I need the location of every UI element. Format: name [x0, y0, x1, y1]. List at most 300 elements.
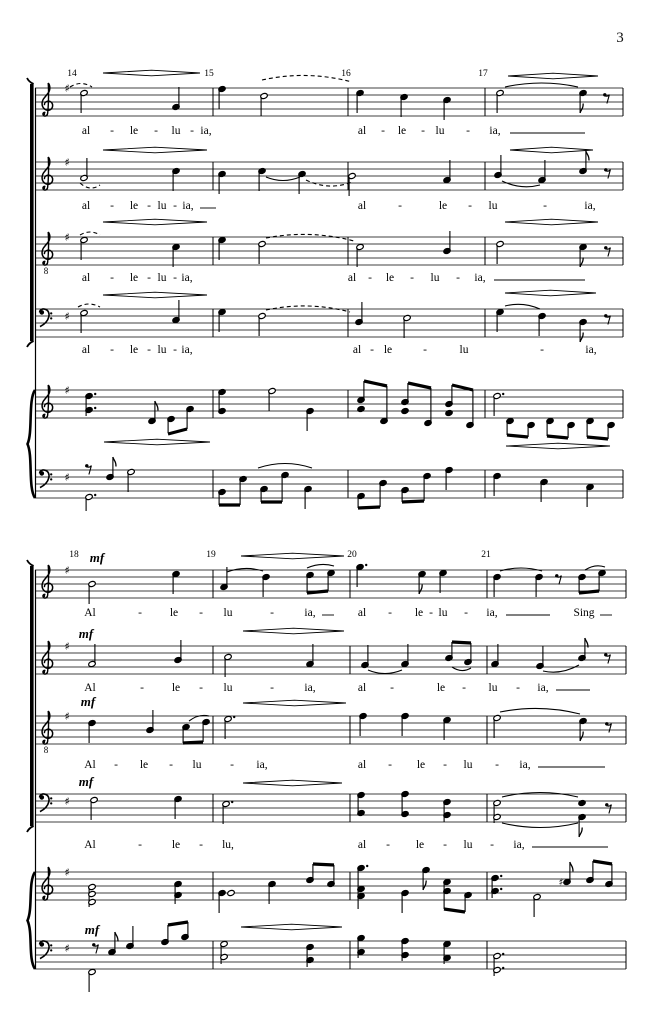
note — [268, 387, 276, 411]
key-signature-sharp: ♯ — [64, 470, 70, 484]
note — [148, 401, 158, 425]
note — [172, 570, 180, 594]
voice-bracket — [30, 566, 34, 826]
sharp-accidental: ♯ — [558, 877, 564, 889]
piano-brace — [28, 390, 36, 498]
note — [218, 85, 226, 109]
note — [401, 889, 409, 913]
note — [218, 170, 226, 194]
note — [424, 388, 432, 427]
note — [174, 795, 182, 819]
lyric-syllable: - — [147, 200, 151, 212]
lyric-syllable: al — [81, 272, 91, 284]
note — [85, 493, 97, 511]
note — [400, 93, 408, 117]
hairpin — [506, 443, 610, 446]
lyric-syllable: - — [270, 682, 274, 694]
lyric-syllable: lu, — [222, 839, 234, 851]
lyric-syllable: lu — [435, 125, 445, 137]
note — [327, 569, 335, 591]
note — [422, 866, 430, 890]
lyric-syllable: - — [516, 682, 520, 694]
lyric-syllable: - — [388, 759, 392, 771]
lyric-syllable: - — [173, 272, 177, 284]
beam — [364, 381, 387, 386]
hairpin — [241, 924, 342, 927]
lyric-syllable: le — [139, 759, 149, 771]
lyric-syllable: - — [464, 607, 468, 619]
bracket-hook — [27, 560, 34, 566]
note — [262, 573, 270, 597]
bass-clef-icon — [40, 470, 53, 488]
note — [167, 415, 175, 433]
slur — [307, 564, 334, 568]
lyric-syllable: - — [423, 344, 427, 356]
hairpin — [243, 703, 346, 706]
slur — [258, 464, 312, 469]
lyric-syllable: - — [443, 839, 447, 851]
lyric-syllable: ia, — [256, 759, 268, 771]
lyric-syllable: le — [438, 200, 448, 212]
note — [174, 640, 182, 664]
voice-bracket — [30, 84, 34, 341]
lyric-syllable: - — [169, 759, 173, 771]
lyric-syllable: ia, — [486, 607, 498, 619]
note — [579, 717, 587, 741]
note — [304, 485, 312, 509]
note — [357, 492, 365, 508]
note — [423, 472, 431, 501]
key-signature-sharp: ♯ — [64, 941, 70, 955]
staff-piano-lh-2 — [35, 941, 626, 969]
note — [327, 865, 335, 888]
lyric-syllable: lu — [488, 682, 498, 694]
note — [540, 478, 548, 502]
lyric-syllable: al — [357, 682, 367, 694]
note — [559, 862, 573, 889]
staff-alto-1 — [35, 156, 623, 190]
lyric-line — [84, 759, 530, 771]
lyric-syllable: lu — [223, 682, 233, 694]
note — [439, 569, 447, 593]
lyric-syllable: Al — [84, 682, 96, 694]
hairpin — [505, 293, 596, 296]
hairpin — [103, 70, 200, 73]
lyric-syllable: - — [370, 344, 374, 356]
note — [380, 386, 388, 425]
hairpin — [103, 73, 200, 76]
note — [578, 813, 586, 837]
note — [401, 383, 409, 406]
note — [533, 893, 541, 917]
beam — [402, 501, 424, 502]
note — [146, 710, 154, 734]
lyric-syllable: lu — [488, 200, 498, 212]
lyric-syllable: - — [199, 682, 203, 694]
note — [527, 421, 535, 437]
octave-8: 8 — [43, 745, 49, 755]
lyric-syllable: le — [129, 272, 139, 284]
key-signature-sharp: ♯ — [64, 865, 70, 879]
lyric-syllable: le — [415, 839, 425, 851]
dynamic-mf: mf — [80, 694, 96, 709]
note — [88, 968, 96, 992]
eighth-rest — [604, 168, 610, 178]
note — [401, 712, 409, 736]
lyric-line — [82, 200, 596, 212]
lyric-syllable: Al — [84, 839, 96, 851]
slur — [502, 823, 578, 828]
staff-piano-lh-1 — [35, 470, 623, 498]
note — [443, 798, 451, 822]
note — [443, 231, 451, 255]
dashed-slur — [70, 84, 92, 88]
lyric-syllable: - — [429, 607, 433, 619]
lyric-syllable: Sing — [573, 607, 595, 619]
key-signature-sharp: ♯ — [64, 81, 70, 95]
note — [80, 158, 88, 182]
hairpin — [103, 147, 207, 150]
lyric-syllable: lu — [430, 272, 440, 284]
note — [182, 723, 190, 743]
lyric-syllable: ia, — [182, 200, 194, 212]
hairpin — [103, 295, 207, 298]
lyric-syllable: ia, — [513, 839, 525, 851]
lyric-syllable: al — [357, 607, 367, 619]
lyric-syllable: - — [456, 272, 460, 284]
hairpin — [508, 73, 598, 76]
lyric-syllable: ia, — [474, 272, 486, 284]
hairpin — [243, 700, 346, 703]
key-signature-sharp: ♯ — [64, 563, 70, 577]
staff-tenor-2 — [35, 710, 626, 755]
lyric-line — [82, 272, 486, 284]
lyric-syllable: ia, — [585, 344, 597, 356]
note — [496, 89, 504, 113]
lyric-syllable: lu — [438, 607, 448, 619]
dashed-slur — [80, 183, 100, 188]
note — [306, 864, 314, 884]
lyric-syllable: - — [230, 759, 234, 771]
beam — [587, 437, 608, 439]
dashed-slur — [78, 304, 100, 307]
note — [239, 475, 247, 505]
lyric-syllable: - — [390, 682, 394, 694]
hairpin — [103, 150, 207, 153]
bracket-hook — [27, 826, 34, 832]
note — [464, 891, 472, 912]
hairpin — [241, 927, 342, 930]
eighth-rest — [85, 464, 91, 474]
lyric-syllable: al — [81, 125, 91, 137]
measure-number: 15 — [204, 69, 214, 79]
key-signature-sharp: ♯ — [64, 309, 70, 323]
note — [88, 580, 96, 604]
lyric-syllable: - — [398, 200, 402, 212]
staff-bass-2 — [35, 794, 626, 822]
slur — [452, 667, 471, 671]
lyric-syllable: ia, — [537, 682, 549, 694]
note — [357, 405, 365, 412]
note — [186, 405, 194, 429]
dashed-slur — [266, 234, 354, 241]
slur — [543, 665, 579, 672]
hairpin — [505, 219, 598, 222]
lyric-syllable: lu — [192, 759, 202, 771]
note — [445, 385, 453, 408]
note — [348, 172, 356, 196]
beam — [358, 507, 380, 508]
note — [355, 302, 363, 326]
note — [586, 483, 594, 507]
system-2 — [27, 550, 626, 992]
lyric-syllable: al — [357, 200, 367, 212]
dashed-slur — [80, 232, 100, 235]
note — [379, 479, 387, 507]
key-signature-sharp: ♯ — [64, 794, 70, 808]
note — [401, 790, 409, 814]
note — [491, 644, 499, 668]
slur — [502, 181, 540, 187]
lyric-syllable: - — [270, 607, 274, 619]
lyric-line — [84, 839, 524, 851]
staff-soprano-2 — [35, 564, 626, 598]
hairpin — [104, 442, 210, 445]
eighth-rest — [604, 653, 610, 663]
beam — [547, 436, 568, 438]
hairpin — [505, 290, 596, 293]
note — [445, 466, 453, 490]
measure-number: 14 — [67, 69, 77, 79]
hairpin — [103, 219, 207, 222]
lyric-syllable: - — [138, 839, 142, 851]
note — [222, 800, 234, 824]
slur — [502, 793, 578, 798]
hairpin — [241, 553, 344, 556]
note — [80, 89, 88, 113]
note — [445, 409, 453, 416]
beam — [444, 909, 465, 912]
note — [88, 719, 96, 743]
lyric-syllable: le — [436, 682, 446, 694]
bass-clef-icon — [40, 309, 53, 327]
note — [466, 390, 474, 429]
lyric-syllable: Al — [84, 607, 96, 619]
lyric-syllable: le — [129, 344, 139, 356]
dynamic-mf: mf — [84, 922, 100, 937]
lyric-syllable: le — [129, 200, 139, 212]
note — [227, 889, 235, 896]
slur — [368, 670, 402, 674]
slur — [585, 566, 605, 570]
note — [493, 714, 501, 738]
lyric-line — [84, 607, 595, 619]
lyric-syllable: le — [397, 125, 407, 137]
lyric-syllable: le — [385, 272, 395, 284]
lyric-syllable: ia, — [200, 125, 212, 137]
note — [356, 563, 368, 587]
note — [306, 407, 314, 431]
lyric-syllable: ia, — [304, 607, 316, 619]
note — [258, 312, 266, 336]
note — [443, 160, 451, 184]
beam — [307, 591, 328, 593]
note — [88, 644, 96, 668]
note — [181, 922, 189, 941]
key-signature-sharp: ♯ — [64, 709, 70, 723]
slur — [266, 177, 300, 181]
lyric-syllable: - — [410, 272, 414, 284]
lyric-syllable: - — [388, 607, 392, 619]
measure-number: 19 — [206, 550, 216, 560]
lyric-syllable: - — [386, 839, 390, 851]
lyric-syllable: le — [129, 125, 139, 137]
lyric-syllable: - — [110, 125, 114, 137]
note — [80, 236, 88, 260]
lyric-line — [82, 344, 597, 356]
lyric-syllable: - — [495, 759, 499, 771]
slur — [500, 568, 542, 571]
note — [579, 243, 587, 267]
note — [546, 417, 554, 436]
note — [401, 644, 409, 668]
lyric-syllable: lu — [157, 344, 167, 356]
lyric-syllable: - — [140, 682, 144, 694]
eighth-rest — [605, 722, 611, 732]
lyric-syllable: Al — [84, 759, 96, 771]
note — [418, 570, 426, 594]
note — [260, 92, 268, 116]
note — [567, 421, 575, 438]
note — [401, 407, 409, 414]
lyric-syllable: - — [421, 125, 425, 137]
lyric-syllable: le — [416, 759, 426, 771]
lyric-syllable: - — [110, 200, 114, 212]
key-signature-sharp: ♯ — [64, 155, 70, 169]
note — [268, 880, 276, 904]
note — [496, 308, 504, 332]
note — [536, 646, 544, 670]
lyric-syllable: - — [468, 200, 472, 212]
staff-alto-2 — [35, 640, 626, 674]
measure-number: 16 — [341, 69, 351, 79]
note — [298, 170, 306, 194]
note — [579, 89, 587, 113]
measure-number: 20 — [347, 550, 357, 560]
note — [218, 236, 226, 260]
note — [443, 716, 451, 740]
note — [401, 486, 409, 502]
hairpin — [510, 150, 593, 153]
note — [127, 468, 135, 492]
note — [443, 96, 451, 120]
lyric-syllable: - — [147, 344, 151, 356]
note — [496, 240, 504, 264]
note — [535, 573, 543, 597]
dynamic-mf: mf — [78, 774, 94, 789]
system-1 — [27, 69, 623, 511]
note — [218, 488, 226, 505]
key-signature-sharp: ♯ — [64, 639, 70, 653]
lyric-syllable: - — [114, 759, 118, 771]
note — [538, 160, 546, 184]
note — [607, 421, 615, 439]
note — [108, 932, 118, 956]
note — [161, 925, 169, 946]
lyric-syllable: ia, — [181, 272, 193, 284]
note — [494, 155, 502, 179]
note — [356, 243, 364, 267]
note — [306, 571, 314, 593]
note — [356, 89, 364, 113]
note — [172, 87, 180, 111]
note — [506, 417, 514, 435]
lyric-syllable: lu — [463, 839, 473, 851]
lyric-syllable: - — [462, 682, 466, 694]
bracket-hook — [27, 78, 34, 84]
lyric-syllable: - — [368, 272, 372, 284]
lyric-syllable: - — [173, 200, 177, 212]
dynamic-mf: mf — [89, 550, 105, 565]
lyric-syllable: - — [154, 125, 158, 137]
lyric-syllable: - — [543, 200, 547, 212]
note — [220, 567, 228, 591]
note — [126, 926, 134, 950]
slur — [505, 304, 540, 309]
bracket-hook — [27, 341, 34, 347]
note — [579, 151, 589, 175]
lyric-syllable: - — [490, 839, 494, 851]
hairpin — [103, 292, 207, 295]
lyric-syllable: le — [169, 607, 179, 619]
staff-tenor-1 — [35, 231, 623, 276]
slur — [500, 708, 580, 714]
note — [357, 864, 369, 888]
beam — [168, 922, 188, 925]
note — [605, 864, 613, 888]
dashed-slur — [262, 75, 352, 82]
lyric-syllable: le — [171, 682, 181, 694]
note — [578, 638, 588, 662]
note — [220, 940, 228, 964]
lyric-syllable: - — [138, 607, 142, 619]
note — [172, 243, 180, 267]
lyric-line — [84, 682, 548, 694]
note — [357, 381, 365, 404]
lyric-syllable: - — [110, 272, 114, 284]
hairpin — [103, 222, 207, 225]
beam — [183, 742, 203, 743]
hairpin — [104, 439, 210, 442]
lyric-syllable: lu — [463, 759, 473, 771]
lyric-syllable: al — [357, 759, 367, 771]
note — [403, 314, 411, 338]
beam — [507, 435, 528, 437]
hairpin — [510, 147, 593, 150]
hairpin — [243, 780, 342, 783]
dynamic-mf: mf — [78, 626, 94, 641]
lyric-syllable: - — [173, 344, 177, 356]
lyric-syllable: - — [190, 125, 194, 137]
note — [586, 417, 594, 437]
hairpin — [505, 222, 598, 225]
lyric-syllable: al — [352, 344, 362, 356]
staff-piano-rh-1 — [35, 384, 623, 418]
lyric-syllable: - — [199, 839, 203, 851]
lyric-syllable: al — [81, 344, 91, 356]
hairpin — [243, 783, 342, 786]
note — [218, 889, 226, 913]
